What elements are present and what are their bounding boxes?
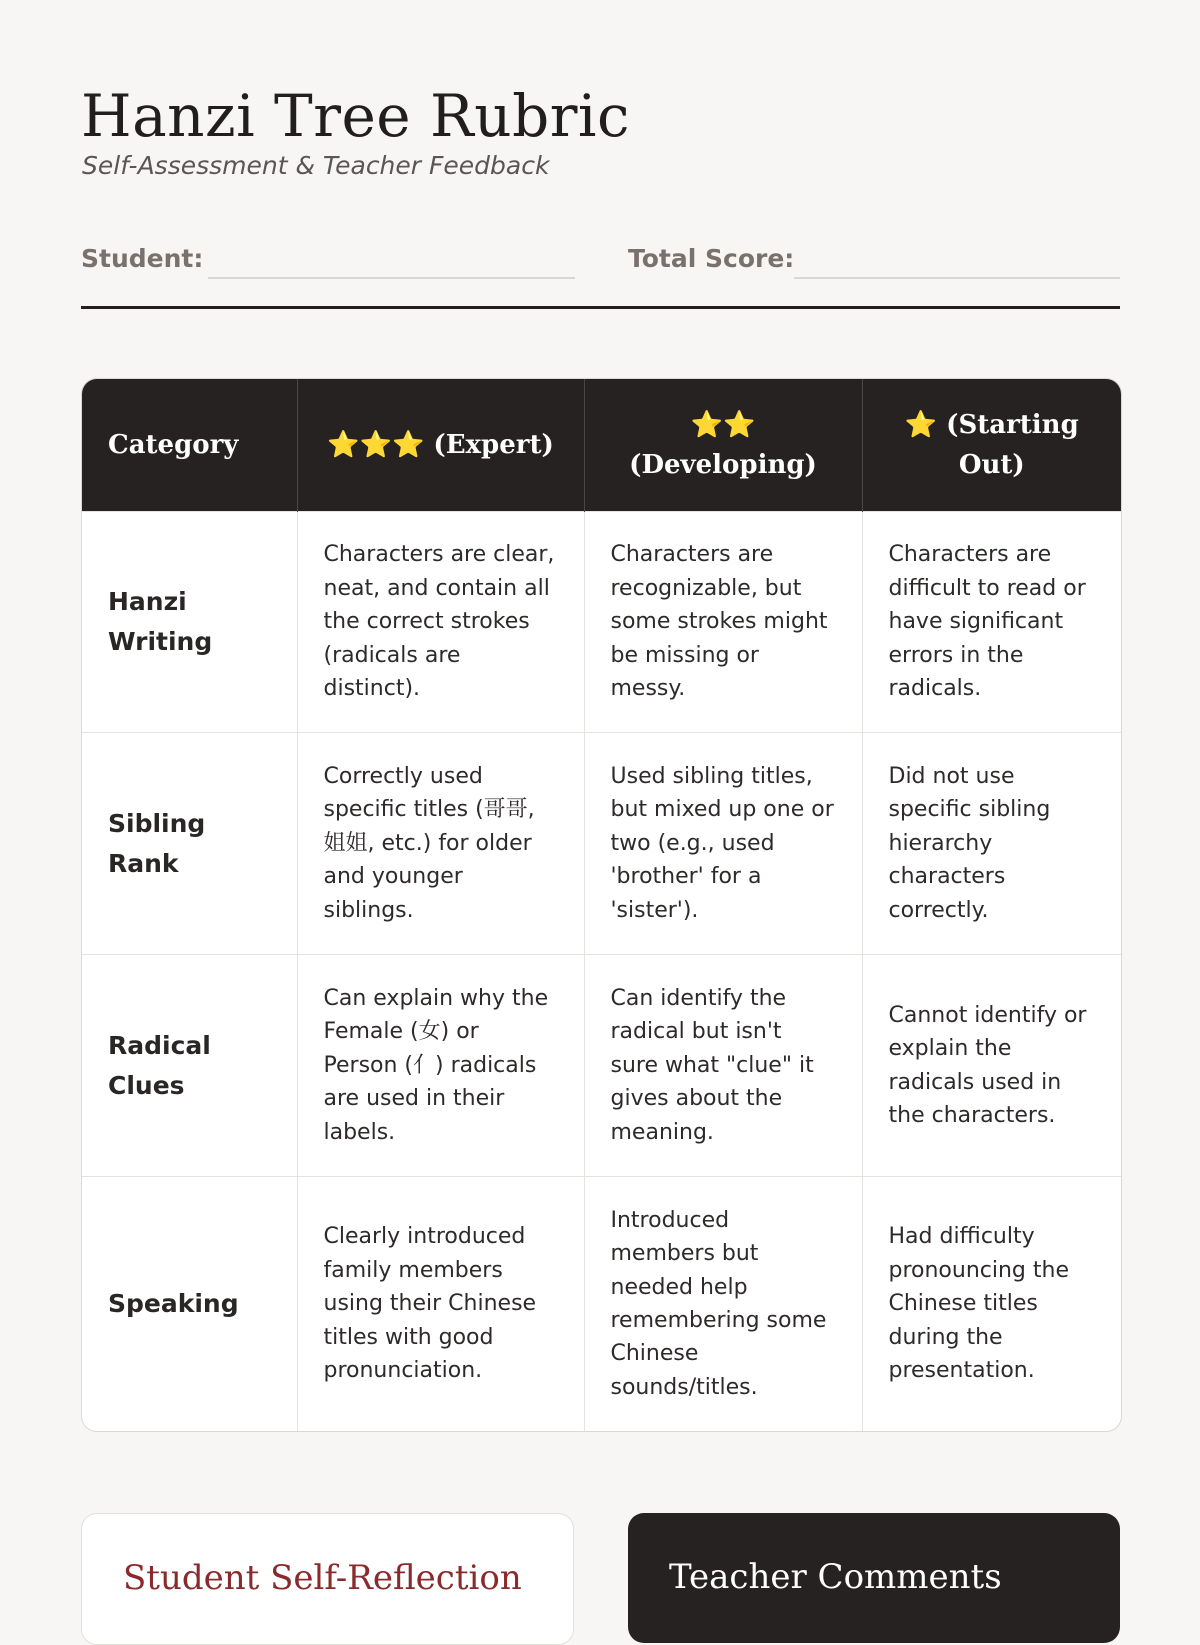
column-header-developing: [584, 379, 862, 512]
page-title: Hanzi Tree Rubric: [81, 82, 630, 150]
table-row: [82, 1177, 1121, 1432]
self-reflection-card: [81, 1513, 574, 1645]
column-header-label: (Developing): [629, 450, 817, 480]
column-header-label: (Expert): [433, 430, 554, 460]
cell-developing: Introduced members but needed help remembering some Chinese sounds/titles.: [584, 1177, 862, 1432]
rubric-table: [81, 378, 1122, 1432]
row-category: Radical Clues: [82, 955, 297, 1177]
cell-expert: Correctly used specific titles (哥哥, 姐姐, etc.) for older and younger siblings.: [297, 733, 584, 955]
cell-developing: Used sibling titles, but mixed up one or two (e.g., used 'brother' for a 'sister').: [584, 733, 862, 955]
column-header-expert: [297, 379, 584, 512]
page-subtitle: Self-Assessment & Teacher Feedback: [82, 151, 550, 180]
column-header-starting: [862, 379, 1121, 512]
cell-expert: Clearly introduced family members using their Chinese titles with good pronunciation.: [297, 1177, 584, 1432]
column-header-label: Category: [108, 430, 239, 460]
cell-developing: Can identify the radical but isn't sure what "clue" it gives about the meaning.: [584, 955, 862, 1177]
cell-starting: Characters are difficult to read or have significant errors in the radicals.: [862, 512, 1121, 733]
cell-starting: Cannot identify or explain the radicals used in the characters.: [862, 955, 1121, 1177]
total-score-field[interactable]: [794, 277, 1120, 279]
cell-starting: Had difficulty pronouncing the Chinese titles during the presentation.: [862, 1177, 1121, 1432]
row-category: Sibling Rank: [82, 733, 297, 955]
cell-expert: Can explain why the Female (女) or Person (亻) radicals are used in their labels.: [297, 955, 584, 1177]
row-category: Hanzi Writing: [82, 512, 297, 733]
cell-developing: Characters are recognizable, but some strokes might be missing or messy.: [584, 512, 862, 733]
three-stars-icon: ⭐⭐⭐: [327, 430, 425, 460]
header-divider: [81, 306, 1120, 309]
cell-starting: Did not use specific sibling hierarchy characters correctly.: [862, 733, 1121, 955]
row-category: Speaking: [82, 1177, 297, 1432]
total-score-label: Total Score:: [628, 244, 795, 273]
column-header-label: (Starting Out): [946, 410, 1079, 480]
teacher-comments-title: Teacher Comments: [669, 1557, 1002, 1597]
rubric-header-row: [82, 379, 1121, 512]
one-star-icon: ⭐: [904, 410, 938, 440]
cell-expert: Characters are clear, neat, and contain all the correct strokes (radicals are distinct).: [297, 512, 584, 733]
self-reflection-title: Student Self-Reflection: [123, 1558, 522, 1598]
table-row: [82, 512, 1121, 733]
two-stars-icon: ⭐⭐: [690, 410, 756, 440]
column-header-category: [82, 379, 297, 512]
teacher-comments-card: [628, 1513, 1120, 1643]
table-row: [82, 955, 1121, 1177]
student-label: Student:: [81, 244, 204, 273]
table-row: [82, 733, 1121, 955]
student-name-field[interactable]: [208, 277, 575, 279]
